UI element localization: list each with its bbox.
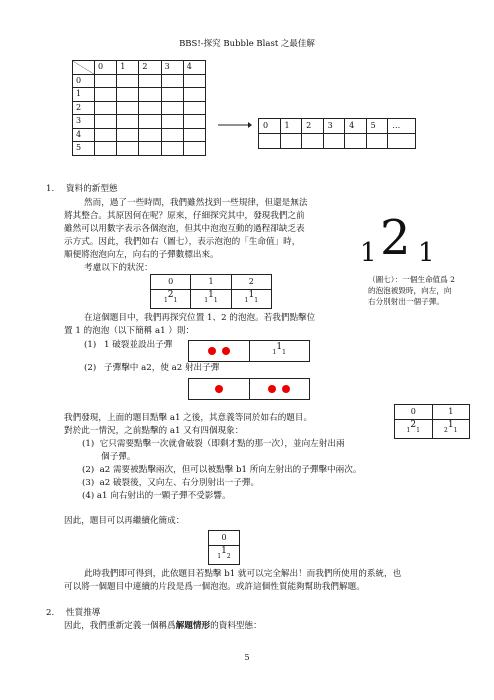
section1-title: 資料的新型態 bbox=[66, 184, 118, 194]
bullet-dot bbox=[215, 385, 223, 393]
table-a-cell: 1 1 1 bbox=[231, 290, 271, 309]
figure7-life-value: 2 bbox=[380, 210, 411, 266]
figure7-caption: 的泡泡被毀時，向左，向 bbox=[368, 286, 452, 295]
example-table-c bbox=[208, 530, 240, 565]
grid-row-header: 1 bbox=[73, 88, 95, 102]
table-b-header: 0 bbox=[395, 405, 433, 420]
figure7-right-count: 1 bbox=[418, 238, 435, 268]
grid-header-row bbox=[73, 61, 206, 75]
grid-row-header: 0 bbox=[73, 74, 95, 88]
grid-row bbox=[73, 101, 206, 115]
row-col-header: 4 bbox=[345, 119, 367, 134]
item1-text: 1 破裂並設出子彈 bbox=[104, 340, 173, 350]
consider-line: 考慮以下的狀況： bbox=[84, 263, 153, 273]
grid-table bbox=[72, 60, 206, 156]
table-b-cell: 1 2 1 bbox=[395, 420, 433, 439]
grid-col-header: 0 bbox=[95, 61, 117, 75]
grid-row bbox=[73, 128, 206, 142]
phenomenon-item: 個子彈。 bbox=[82, 452, 136, 462]
grid-row-header: 4 bbox=[73, 128, 95, 142]
table-a-header: 0 bbox=[151, 275, 191, 290]
bubble-cell bbox=[249, 379, 310, 400]
table-a-cell: 1 2 1 bbox=[151, 290, 191, 309]
keyword-solving-situation: 解題情形 bbox=[175, 621, 211, 631]
para4-line: 此時我們即可得到，此依題目若點擊 b1 就可以完全解出！而我們所使用的系統，也 bbox=[84, 569, 402, 579]
phenomenon-item: (4) a1 向右射出的一顆子彈不受影響。 bbox=[82, 491, 231, 501]
para1-line: 順便將泡泡向左，向右的子彈數標出來。 bbox=[64, 250, 219, 260]
phenomenon-item: (3) a2 破裂後，又向左、右分別射出一子彈。 bbox=[82, 478, 260, 488]
row-col-header: 2 bbox=[302, 119, 324, 134]
row-table-body bbox=[259, 134, 416, 149]
row-col-header: 0 bbox=[259, 119, 281, 134]
row-col-header: 3 bbox=[323, 119, 345, 134]
example-table-b bbox=[394, 404, 470, 439]
grid-row bbox=[73, 74, 206, 88]
table-b-header: 1 bbox=[432, 405, 470, 420]
figure7-bubble bbox=[360, 210, 436, 270]
section2-number: 2. bbox=[46, 608, 55, 618]
page-header: BBS!-探究 Bubble Blast 之最佳解 bbox=[179, 39, 315, 49]
para3-line: 我們發現，上面的題目點擊 a1 之後，其意義等同於如右的題目。 bbox=[64, 413, 313, 423]
table-a-header: 1 bbox=[191, 275, 231, 290]
para4-line: 可以將一個題目中連續的片段是爲一個泡泡。或許這個性質能夠幫助我們解題。 bbox=[64, 582, 365, 592]
bubble-cell: 1 1 1 bbox=[249, 341, 310, 362]
section2-title: 性質推導 bbox=[66, 608, 101, 618]
grid-col-header: 2 bbox=[139, 61, 161, 75]
para3-line: 對於此一情況，之前點擊的 a1 又有四個現象： bbox=[64, 426, 244, 436]
item1-label: (1) bbox=[84, 340, 97, 350]
item2-label: (2) bbox=[84, 363, 97, 373]
phenomenon-item: (2) a2 需要被點擊兩次，但可以被點擊 b1 所向左射出的子彈擊中兩次。 bbox=[82, 465, 362, 475]
table-c-header: 0 bbox=[209, 531, 240, 546]
para2-line: 在這個題目中，我們再探究位置 1、2 的泡泡。若我們點擊位 bbox=[84, 313, 316, 323]
section1-number: 1. bbox=[46, 184, 55, 194]
bullet-dot bbox=[268, 385, 276, 393]
row-table-header bbox=[259, 119, 416, 134]
para2-line: 置 1 的泡泡（以下簡稱 a1 ）則： bbox=[64, 326, 195, 336]
grid-row bbox=[73, 142, 206, 156]
bubble-cell bbox=[189, 379, 250, 400]
grid-row-header: 3 bbox=[73, 115, 95, 129]
page-number: 5 bbox=[244, 653, 250, 662]
para1-line: 將其整合。其原因何在呢？原來，仔細探究其中，發現我們之前 bbox=[64, 211, 305, 221]
row-col-header: 1 bbox=[280, 119, 302, 134]
bubble-cell bbox=[189, 341, 250, 362]
bullet-dot bbox=[208, 347, 216, 355]
para1-line: 示方式。因此，我們如右（圖七），表示泡泡的「生命值」時， bbox=[64, 237, 301, 247]
grid-col-header: 4 bbox=[183, 61, 205, 75]
row-col-header: … bbox=[388, 119, 416, 134]
grid-row-header: 2 bbox=[73, 101, 95, 115]
grid-row bbox=[73, 115, 206, 129]
figure7-left-count: 1 bbox=[360, 238, 377, 268]
figure7-caption: 右分別射出一個子彈。 bbox=[368, 297, 444, 306]
item2-text: 子彈擊中 a2，使 a2 射出子彈 bbox=[104, 363, 220, 373]
table-b-cell: 2 1 1 bbox=[432, 420, 470, 439]
row-col-header: 5 bbox=[366, 119, 388, 134]
table-c-cell: 1 1 2 bbox=[209, 546, 240, 565]
simplify-line: 因此，題目可以再繼續化簡成： bbox=[64, 516, 185, 526]
table-a-cell: 1 1 1 bbox=[191, 290, 231, 309]
grid-corner bbox=[73, 61, 95, 75]
bullet-dot bbox=[222, 347, 230, 355]
grid-col-header: 1 bbox=[117, 61, 139, 75]
arrow-right-icon bbox=[218, 120, 252, 130]
para1-line: 然而，過了一些時間，我們雖然找到一些規律，但還是無法 bbox=[84, 198, 308, 208]
grid-row bbox=[73, 88, 206, 102]
example-table-a bbox=[150, 274, 272, 309]
item1-bubbles bbox=[188, 340, 310, 362]
figure7-caption: （圖七）：一個生命值爲 2 bbox=[368, 275, 455, 284]
table-a-header: 2 bbox=[231, 275, 271, 290]
para1-line: 雖然可以用數字表示各個泡泡，但其中泡泡互動的過程卻缺乏表 bbox=[64, 224, 305, 234]
grid-row-header: 5 bbox=[73, 142, 95, 156]
item2-bubbles bbox=[188, 378, 310, 400]
phenomenon-item: (1) 它只需要點擊一次就會破裂（即剩才點的那一次），並向左射出兩 bbox=[82, 439, 345, 449]
bullet-dot bbox=[282, 385, 290, 393]
grid-col-header: 3 bbox=[161, 61, 183, 75]
row-table bbox=[258, 118, 416, 149]
section2-text: 因此，我們重新定義一個稱爲解題情形的資料型態： bbox=[64, 621, 262, 631]
